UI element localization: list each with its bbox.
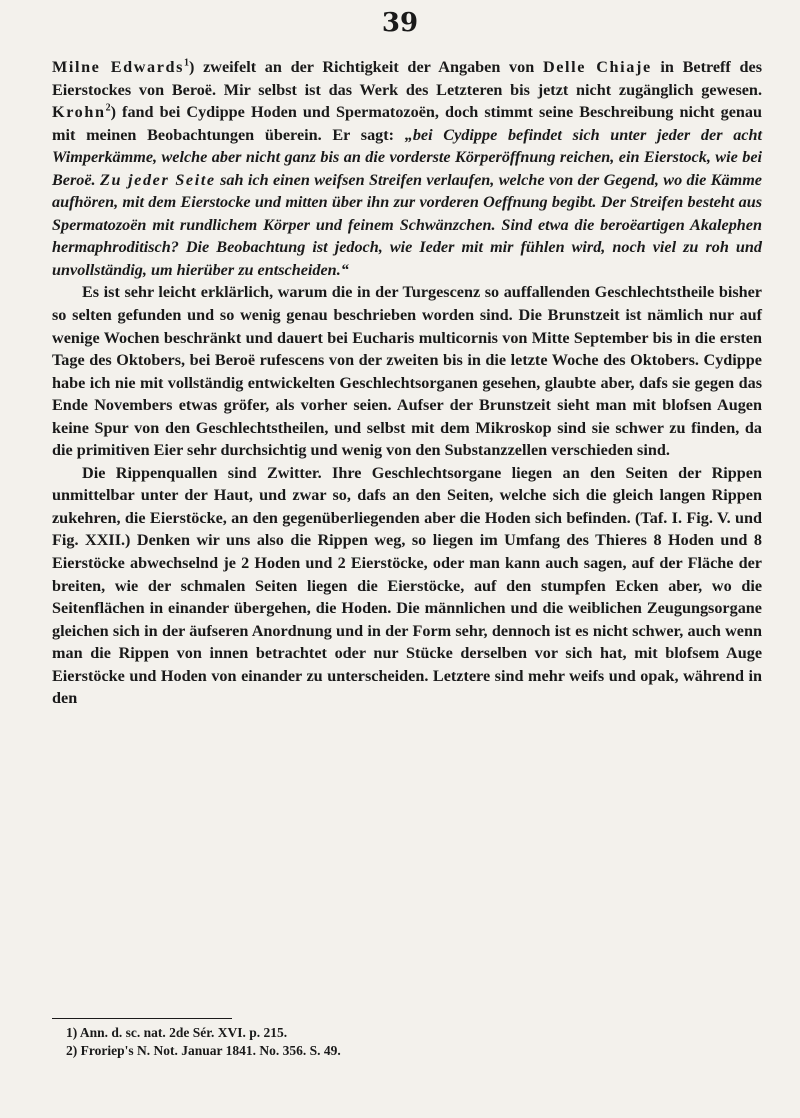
page-number: 39 [381,8,419,38]
footnote-2: 2) Froriep's N. Not. Januar 1841. No. 356. S. 49. [66,1043,341,1058]
body-text [52,56,762,710]
text-segment: Milne Edwards [52,58,185,76]
footnote-divider [52,1018,232,1019]
text-segment: Es ist sehr leicht erklärlich, warum die in der Turgescenz so auffallenden Geschlechtstheile bisher so selten gefunden und so wenig genau beschrieben worden sind. Die Brunstzeit ist nämlich nur auf wenige Wochen beschränkt und dauert bei Eucharis multicornis von Mitte September bis in die ersten Tage des Oktobers, bei Beroë rufescens von der zweiten bis in die letzte Woche des Oktobers. Cydippe habe ich nie mit vollständig entwickelten Geschlechtsorganen gesehen, glaubte aber, dafs sie gegen das Ende Novembers etwas gröfer, als vorher seien. Aufser der Brunstzeit sieht man mit blofsen Augen keine Spur von den Geschlechtstheilen, und selbst mit dem Mikroskop sind sie schwer zu finden, da die primitiven Eier sehr durchsichtig und wenig von den Substanzzellen verschieden sind. [52,283,762,460]
text-segment: Die Rippenquallen sind Zwitter. Ihre Geschlechtsorgane liegen an den Seiten der Rippen unmittelbar unter der Haut, und zwar so, dafs an den Seiten, welche sich die gleich langen Rippen zukehren, die Eierstöcke, an den gegenüberliegenden aber die Hoden sich befinden. (Taf. I. Fig. V. und Fig. XXII.) Denken wir uns also die Rippen weg, so liegen im Umfang des Thieres 8 Hoden und 8 Eierstöcke abwechselnd je 2 Hoden und 2 Eierstöcke, oder man kann auch sagen, auf der Fläche der breiten, wie der schmalen Seiten liegen die Eierstöcke, auf den stumpfen Ecken aber, wo die Seitenflächen in einander übergehen, die Hoden. Die männlichen und die weiblichen Zeugungsorgane gleichen sich in der äufseren Anordnung und in der Form sehr, dennoch ist es nicht schwer, auch wenn man die Rippen von innen betrachtet oder nur Stücke derselben vor sich hat, mit blofsem Auge Eierstöcke und Hoden von einander zu unterscheiden. Letztere sind mehr weifs und opak, während in den [52,463,762,708]
text-segment: ) zweifelt an der Richtigkeit der Angaben von [189,58,543,76]
footnotes [66,1024,746,1060]
text-segment: 2 [105,102,111,114]
text-segment: Delle Chiaje [542,58,652,76]
text-segment: in Betreff des Eierstockes von Beroë. Mir selbst ist das Werk des Letzteren bis jetzt nicht zugänglich gewesen. [52,58,762,99]
text-segment: 1 [184,57,190,69]
paragraph-1 [52,56,762,281]
text-segment: ) fand bei Cydippe Hoden und Spermatozoën, doch stimmt seine Beschreibung nicht genau mit meinen Beobachtungen überein. Er sagt: [52,103,762,144]
text-segment: Zu jeder Seite [100,170,216,189]
text-segment: sah ich einen weifsen Streifen verlaufen, welche von der Gegend, wo die Kämme aufhören, mit dem Eierstocke und mitten über ihn zur vorderen Oeffnung begibt. Der Streifen besteht aus Spermatozoën mit rundlichem Körper und feinem Schwänzchen. Sind etwa die beroëartigen Akalephen hermaphroditisch? Die Beobachtung ist jedoch, wie Ieder mit mir fühlen wird, noch viel zu roh und unvollständig, um hierüber zu entscheiden.“ [52,170,762,279]
footnote-1: 1) Ann. d. sc. nat. 2de Sér. XVI. p. 215. [66,1025,288,1040]
text-segment: „bei Cydippe befindet sich unter jeder der acht Wimperkämme, welche aber nicht ganz bis an die vorderste Körperöffnung reichen, ein Eierstock, wie bei Beroë. [52,125,762,189]
paragraph-2 [52,281,762,461]
text-segment: Krohn [52,103,106,122]
paragraph-3 [52,462,762,710]
